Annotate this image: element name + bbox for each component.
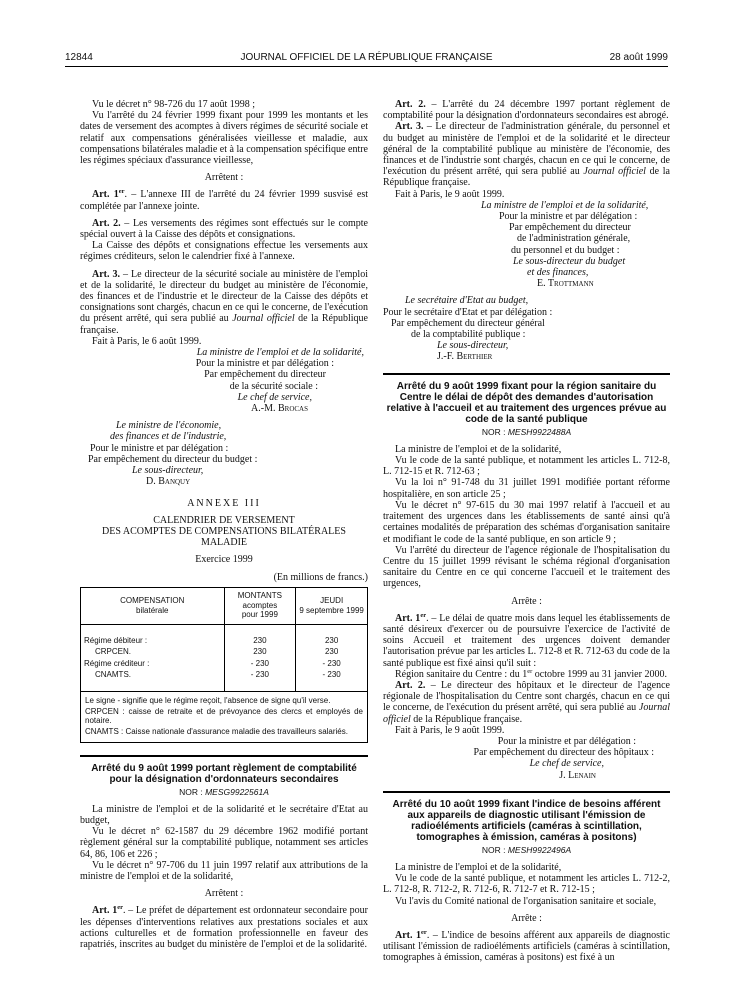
table-header-row	[81, 587, 368, 624]
signature-block	[80, 420, 368, 487]
signature-line: La ministre de l'emploi et de la solidarité,	[481, 199, 649, 211]
signature-line: Le chef de service,	[237, 391, 312, 403]
signature-line: de la sécurité sociale :	[229, 380, 318, 392]
table-note: CNAMTS : Caisse nationale d'assurance maladie des travailleurs salariés.	[85, 727, 348, 737]
article-3: Art. 3. – Le directeur de la sécurité sociale au ministère de l'emploi et de la solidarité, le directeur du budget au ministère de l'économie, des finances et de l'industrie et le directeur de la Caisse des dépôts et consignations sont chargés, chacun en ce qui le concerne, de l'exécution du présent arrêté, qui sera publié au Journal officiel de la République française.	[80, 268, 368, 336]
signature-line: Pour la ministre et par délégation :	[499, 211, 638, 223]
visa-paragraph: Vu le décret n° 62-1587 du 29 décembre 1962 modifié portant règlement général sur la comptabilité publique, notamment ses articles 64, 86, 106 et 226 ;	[80, 826, 368, 860]
signature-line: La ministre de l'emploi et de la solidarité,	[196, 347, 364, 359]
nor-reference: NOR : MESH9922488A	[481, 426, 572, 437]
article-2-paragraph: La Caisse des dépôts et consignations effectue les versements aux régimes créditeurs, selon le calendrier fixé à l'annexe.	[80, 240, 368, 263]
signatory-name: A.-M. Brocas	[251, 403, 308, 415]
page-number: 12844	[65, 52, 93, 63]
signature-line: des finances et de l'industrie,	[110, 431, 227, 443]
article-1: Art. 1er. – Le délai de quatre mois dans lequel les établissements de santé désireux d'exercer ou de poursuivre l'exercice de l'activité de soins Accueil et traitement des urgences doivent demander l'autorisation prévue par les articles L. 712-8 et R. 712-63 du code de la santé publique est fixé ainsi qu'il suit :	[383, 611, 671, 669]
visa-paragraph: Vu l'avis du Comité national de l'organisation sanitaire et sociale,	[395, 895, 657, 907]
arrete-heading: Arrête :	[511, 912, 542, 924]
signature-date: Fait à Paris, le 6 août 1999.	[92, 335, 202, 347]
region-period: Région sanitaire du Centre : du 1er octobre 1999 au 31 janvier 2000.	[395, 667, 667, 680]
signature-line: du personnel et du budget :	[511, 244, 620, 256]
column-header: JEUDI 9 septembre 1999	[296, 587, 368, 624]
decree-title: Arrêté du 9 août 1999 fixant pour la région sanitaire du Centre le délai de dépôt des demandes d'autorisation relative à l'accueil et au traitement des urgences prévue au code de la santé publique	[386, 380, 667, 425]
signature-line: Pour la ministre et par délégation :	[497, 735, 636, 747]
signature-line: Le sous-directeur,	[132, 465, 204, 477]
signature-line: Par empêchement du directeur	[204, 369, 326, 381]
signature-date: Fait à Paris, le 9 août 1999.	[395, 188, 505, 200]
signatory-name: J. Lenain	[559, 769, 596, 781]
issue-date: 28 août 1999	[609, 52, 668, 63]
signature-line: Le ministre de l'économie,	[116, 420, 222, 432]
signature-line: Pour le ministre et par délégation :	[90, 442, 229, 454]
visa-paragraph: Vu le décret n° 98-726 du 17 août 1998 ;	[92, 99, 256, 110]
signature-line: Par empêchement du directeur général	[391, 317, 545, 329]
signature-line: Pour la ministre et par délégation :	[195, 358, 334, 370]
visa-paragraph: La ministre de l'emploi et de la solidarité,	[395, 861, 562, 873]
visa-paragraph: Vu l'arrêté du 24 février 1999 fixant pour 1999 les montants et les dates de versement des acomptes à divers régimes de sécurité sociale et relatif aux compensations généralisées vieillesse et maladie, aux compensations bilatérales maladie et à la compensation spécifique entre les régimes spéciaux d'assurance vieillesse,	[80, 110, 368, 167]
annex-title: ANNEXE III	[187, 497, 261, 509]
unit-note: (En millions de francs.)	[273, 571, 368, 583]
signature-line: Le sous-directeur du budget	[513, 255, 626, 267]
signatory-name: J.-F. Berthier	[437, 351, 493, 363]
visa-paragraph: Vu la loi n° 91-748 du 31 juillet 1991 modifiée portant réforme hospitalière, en son article 25 ;	[383, 477, 670, 500]
visa-paragraph: Vu le code de la santé publique, et notamment les articles L. 712-2, L. 712-8, R. 712-2, R. 712-6, R. 712-7 et R. 712-15 ;	[383, 873, 670, 896]
left-column	[80, 99, 368, 950]
table-notes	[80, 692, 368, 743]
signature-line: Le chef de service,	[529, 758, 604, 770]
nor-reference: NOR : MESH9922496A	[481, 844, 572, 855]
arrete-heading: Arrête :	[511, 595, 542, 607]
article-3: Art. 3. – Le directeur de l'administration générale, du personnel et du budget au ministère de l'emploi et de la solidarité et le directeur général de la comptabilité publique au ministère de l'économie, des finances et de l'industrie sont chargés, chacun en ce qui le concerne, de l'exécution du présent arrêté, qui sera publié au Journal officiel de la République française.	[383, 121, 670, 189]
annex-subtitle: DES ACOMPTES DE COMPENSATIONS BILATÉRALES MALADIE	[102, 525, 346, 549]
signature-line: Par empêchement du directeur du budget :	[88, 453, 258, 465]
signature-line: Par empêchement du directeur des hôpitaux :	[473, 747, 654, 759]
arrete-heading: Arrêtent :	[204, 172, 244, 184]
decree-title: Arrêté du 9 août 1999 portant règlement de comptabilité pour la désignation d'ordonnateurs secondaires	[91, 762, 357, 785]
signature-line: et des finances,	[527, 267, 589, 279]
visa-paragraph: Vu le décret n° 97-615 du 30 mai 1997 relatif à l'accueil et au traitement des urgences dans les établissements de santé ainsi qu'à certaines modalités de préparation des schémas d'organisation sanitaire et modifiant le code de la santé publique, en son article 9 ;	[383, 499, 670, 545]
calendar-table	[80, 587, 368, 692]
signature-line: de la comptabilité publique :	[411, 329, 526, 341]
article-1: Art. 1er. – Le préfet de département est ordonnateur secondaire pour les dépenses d'interventions relatives aux prestations sociales et aux actions culturelles et de formation professionnelle en faveur des rapatriés, inscrites au budget du ministère de l'emploi et de la solidarité.	[80, 904, 368, 950]
signature-block	[383, 200, 670, 290]
signature-line: Le sous-directeur,	[437, 340, 509, 352]
column-header: COMPENSATION bilatérale	[81, 587, 225, 624]
signature-block	[80, 347, 368, 414]
signature-block	[383, 736, 670, 781]
article-1: Art. 1er. – L'indice de besoins afférent aux appareils de diagnostic utilisant l'émission de radioéléments artificiels (caméras à scintillation, tomographes à émission, caméras à positons) est fixé à un	[383, 928, 670, 964]
arrete-heading: Arrêtent :	[204, 888, 244, 900]
signature-line: Le secrétaire d'Etat au budget,	[405, 295, 529, 307]
page-header	[65, 52, 668, 67]
table-note: Le signe - signifie que le régime reçoit, l'absence de signe qu'il verse.	[85, 695, 331, 705]
journal-title: JOURNAL OFFICIEL DE LA RÉPUBLIQUE FRANÇAISE	[240, 52, 493, 63]
signature-block	[383, 295, 670, 362]
table-row: Régime débiteur : 230 230	[81, 635, 368, 647]
article-2: Art. 2. – Les versements des régimes sont effectués sur le compte spécial ouvert à la Caisse des dépôts et consignations.	[80, 217, 368, 241]
visa-paragraph: Vu le décret n° 97-706 du 11 juin 1997 relatif aux attributions de la ministre de l'emploi et de la solidarité,	[80, 859, 368, 882]
signatory-name: D. Banquy	[146, 476, 191, 488]
visa-paragraph: Vu l'arrêté du directeur de l'agence régionale de l'hospitalisation du Centre du 15 juillet 1999 révisant le schéma régional d'organisation sanitaire du Centre en ce qui concerne l'accueil et le traitement des urgences,	[383, 544, 670, 590]
signatory-name: E. Trottmann	[537, 278, 594, 290]
signature-line: de l'administration générale,	[517, 233, 631, 245]
visa-paragraph: La ministre de l'emploi et de la solidarité et le secrétaire d'Etat au budget,	[80, 803, 368, 826]
signature-line: Pour le secrétaire d'Etat et par délégation :	[383, 306, 553, 318]
table-row: CRPCEN. 230 230	[81, 646, 368, 658]
decree-title: Arrêté du 10 août 1999 fixant l'indice de besoins afférent aux appareils de diagnostic utilisant l'émission de radioéléments artificiels (caméras à scintillation, tomographes à émission, caméras à positons)	[392, 798, 661, 843]
signature-line: Par empêchement du directeur	[509, 222, 631, 234]
column-header: MONTANTS acomptes pour 1999	[224, 587, 296, 624]
table-row: CNAMTS. - 230 - 230	[81, 669, 368, 681]
right-column	[383, 99, 670, 964]
article-2: Art. 2. – Le directeur des hôpitaux et le directeur de l'agence régionale de l'hospitalisation du Centre sont chargés, chacun en ce qui le concerne, de l'exécution du présent arrêté, qui sera publié au Journal officiel de la République française.	[383, 679, 670, 725]
table-note: CRPCEN : caisse de retraite et de prévoyance des clercs et employés de notaire.	[85, 706, 363, 726]
table-row: Régime créditeur : - 230 - 230	[81, 658, 368, 670]
visa-paragraph: Vu le code de la santé publique, et notamment les articles L. 712-8, L. 712-15 et R. 712-63 ;	[383, 455, 670, 478]
article-1: Art. 1er. – L'annexe III de l'arrêté du 24 février 1999 susvisé est complétée par l'annexe jointe.	[80, 188, 368, 212]
exercice-label: Exercice 1999	[195, 554, 253, 566]
article-2: Art. 2. – L'arrêté du 24 décembre 1997 portant règlement de comptabilité pour la désignation d'ordonnateurs secondaires est abrogé.	[383, 99, 670, 122]
annex-subtitle: CALENDRIER DE VERSEMENT	[153, 514, 295, 526]
signature-date: Fait à Paris, le 9 août 1999.	[395, 724, 505, 736]
visa-paragraph: La ministre de l'emploi et de la solidarité,	[395, 443, 562, 455]
nor-reference: NOR : MESG9922561A	[179, 786, 269, 797]
